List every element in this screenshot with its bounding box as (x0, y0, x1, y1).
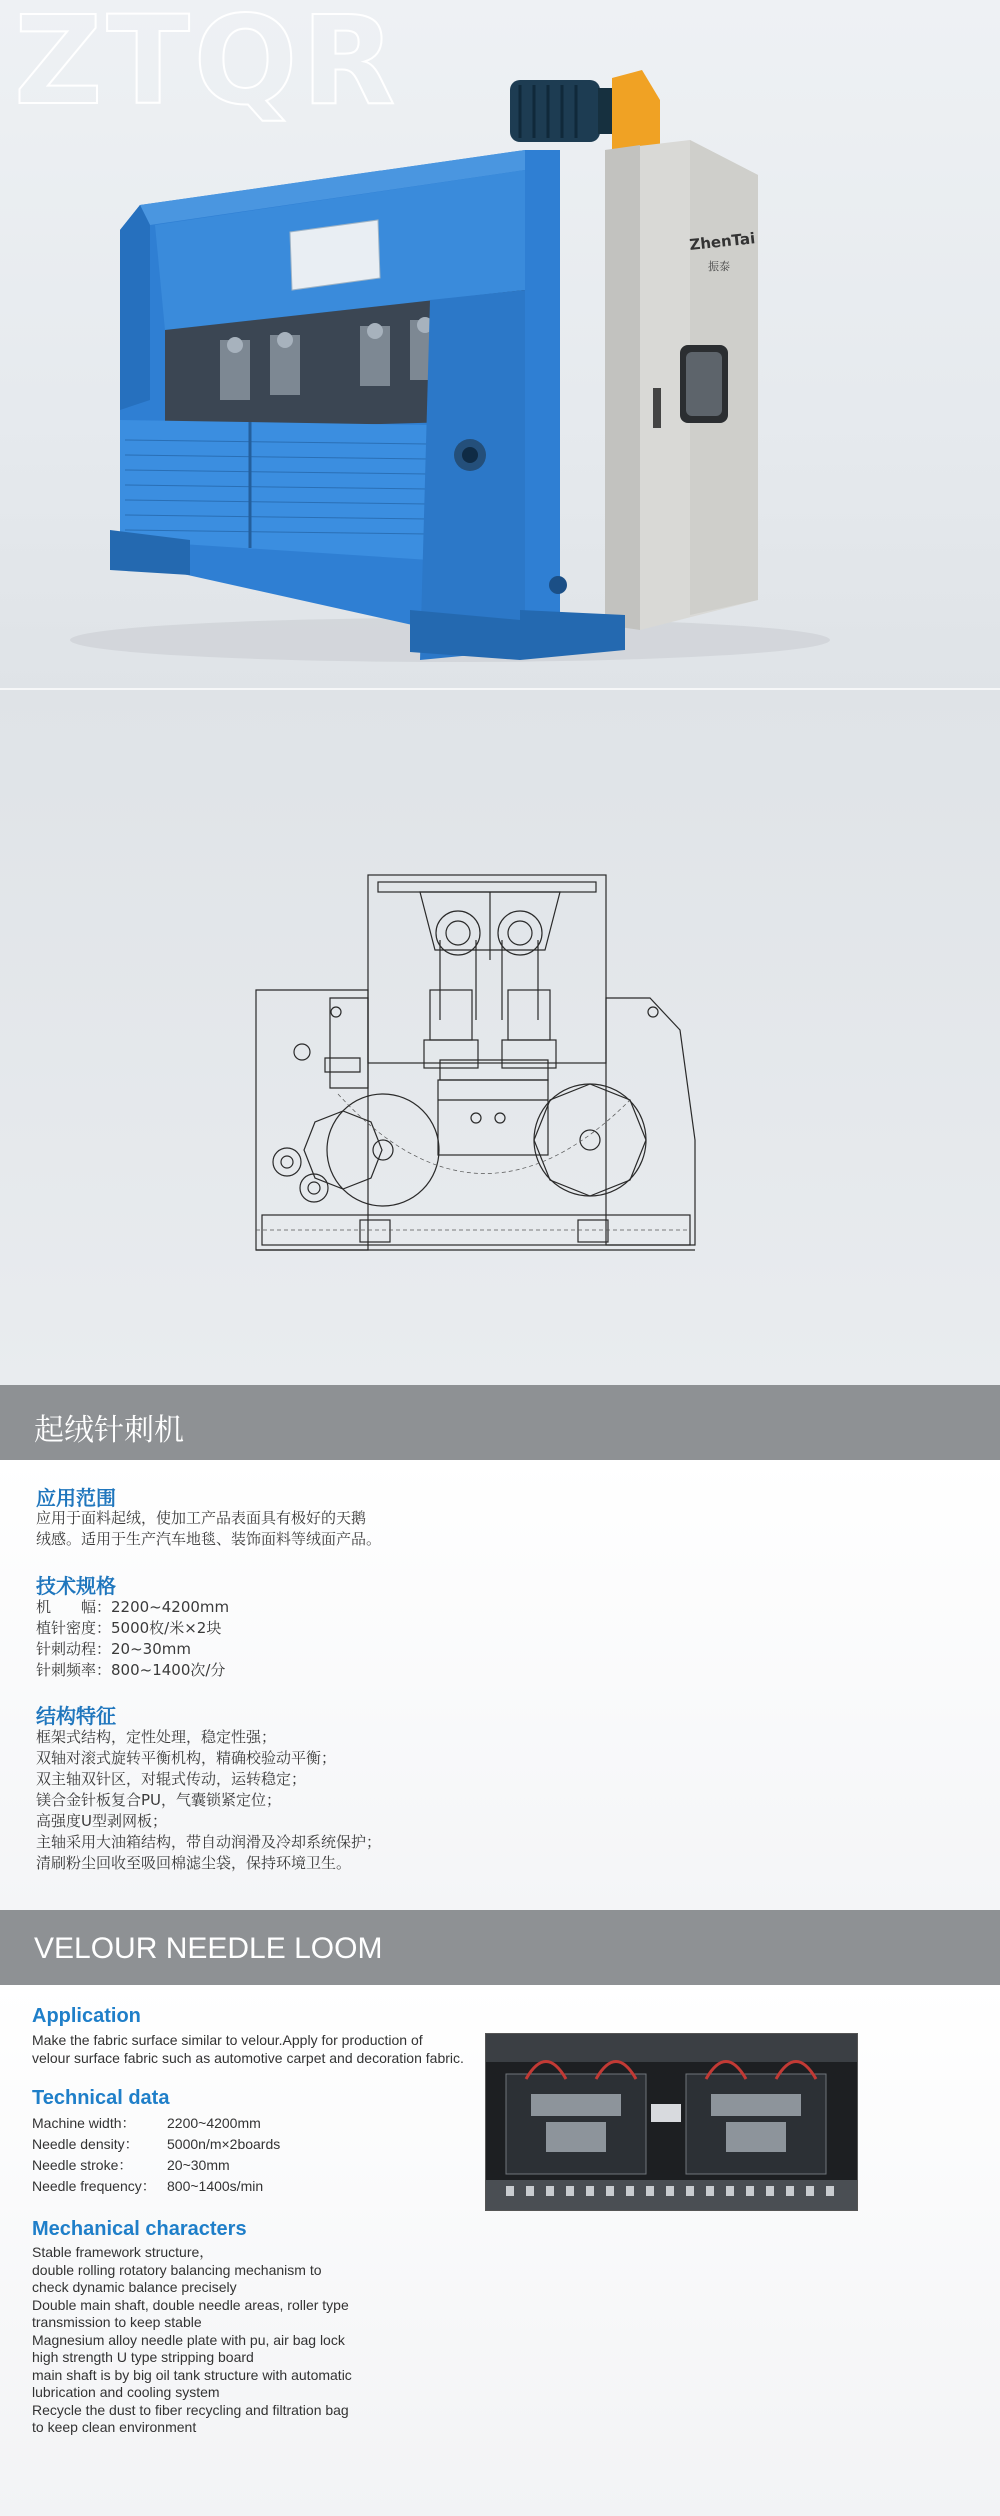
text-line: lubrication and cooling system (32, 2384, 220, 2400)
text-line: 针刺频率：800~1400次/分 (36, 1661, 226, 1679)
text-line: high strength U type stripping board (32, 2349, 254, 2365)
tech-text-en (32, 2113, 280, 2197)
text-line: Stable framework structure， (32, 2244, 214, 2260)
spec-value: 2200~4200mm (167, 2115, 261, 2131)
brand-label: ZhenTai (688, 229, 757, 254)
tech-heading-en: Technical data (32, 2087, 170, 2109)
text-line: 双主轴双针区，对辊式传动，运转稳定； (36, 1770, 307, 1788)
section-band-en (0, 1910, 1000, 1985)
application-heading-en: Application (32, 2005, 141, 2027)
needle-area-illustration (486, 2034, 858, 2211)
text-line: 机 幅：2200~4200mm (36, 1598, 230, 1616)
mech-heading-en: Mechanical characters (32, 2218, 247, 2240)
text-line: Magnesium alloy needle plate with pu, air bag lock (32, 2331, 345, 2348)
machine-photo (0, 0, 1000, 690)
text-line: 镁合金针板复合PU，气囊锁紧定位； (36, 1791, 282, 1809)
text-line: Double main shaft, double needle areas, roller type (32, 2296, 349, 2313)
text-line: 清刷粉尘回收至吸回棉滤尘袋，保持环境卫生。 (36, 1854, 352, 1872)
text-line: check dynamic balance precisely (32, 2279, 237, 2295)
drawing-section (0, 690, 1000, 1385)
tech-text-zh (36, 1597, 229, 1681)
spec-value: 800~1400s/min (167, 2178, 264, 2194)
text-line: transmission to keep stable (32, 2314, 202, 2330)
needle-area-photo (485, 2033, 858, 2211)
spec-row (32, 2134, 280, 2155)
spec-label: Needle frequency： (32, 2178, 156, 2194)
application-text-en (32, 2032, 464, 2067)
text-line: double rolling rotatory balancing mechanism to (32, 2261, 322, 2278)
ztqr-logo: ZTQR (14, 0, 400, 132)
brand-sub-label: 振泰 (708, 260, 730, 273)
spec-row (32, 2113, 280, 2134)
hero-section (0, 0, 1000, 690)
tech-heading-zh: 技术规格 (36, 1574, 116, 1598)
text-line: 双轴对滚式旋转平衡机构，精确校验动平衡； (36, 1749, 337, 1767)
structure-heading-zh: 结构特征 (36, 1704, 116, 1728)
spec-label: Machine width： (32, 2115, 136, 2131)
technical-drawing (0, 690, 1000, 1385)
application-heading-zh: 应用范围 (36, 1486, 116, 1510)
application-text-zh (36, 1508, 381, 1550)
spec-label: Needle stroke： (32, 2157, 133, 2173)
text-line: velour surface fabric such as automotive carpet and decoration fabric. (32, 2049, 464, 2066)
text-line: 主轴采用大油箱结构，带自动润滑及冷却系统保护； (36, 1833, 382, 1851)
mech-text-en (32, 2244, 352, 2437)
text-line: to keep clean environment (32, 2419, 197, 2435)
text-line: Make the fabric surface similar to velour.Apply for production of (32, 2032, 423, 2048)
spec-label: Needle density： (32, 2136, 139, 2152)
band-title-en: VELOUR NEEDLE LOOM (34, 1932, 383, 1965)
spec-row (32, 2155, 280, 2176)
text-line: main shaft is by big oil tank structure with automatic (32, 2366, 352, 2383)
text-line: Recycle the dust to fiber recycling and filtration bag (32, 2401, 349, 2418)
band-title-zh: 起绒针刺机 (34, 1413, 184, 1448)
text-line: 框架式结构，定性处理，稳定性强； (36, 1728, 277, 1746)
text-line: 高强度U型剥网板； (36, 1812, 167, 1830)
spec-row (32, 2176, 280, 2197)
section-band-zh (0, 1385, 1000, 1460)
spec-value: 20~30mm (167, 2157, 230, 2173)
spec-value: 5000n/m×2boards (167, 2136, 281, 2152)
text-line: 应用于面料起绒，使加工产品表面具有极好的天鹅 (36, 1509, 367, 1527)
structure-text-zh (36, 1727, 381, 1874)
text-line: 植针密度：5000枚/米×2块 (36, 1619, 222, 1637)
content-zh (0, 1460, 1000, 1910)
text-line: 针刺动程：20~30mm (36, 1640, 191, 1658)
text-line: 绒感。适用于生产汽车地毯、装饰面料等绒面产品。 (36, 1530, 382, 1548)
